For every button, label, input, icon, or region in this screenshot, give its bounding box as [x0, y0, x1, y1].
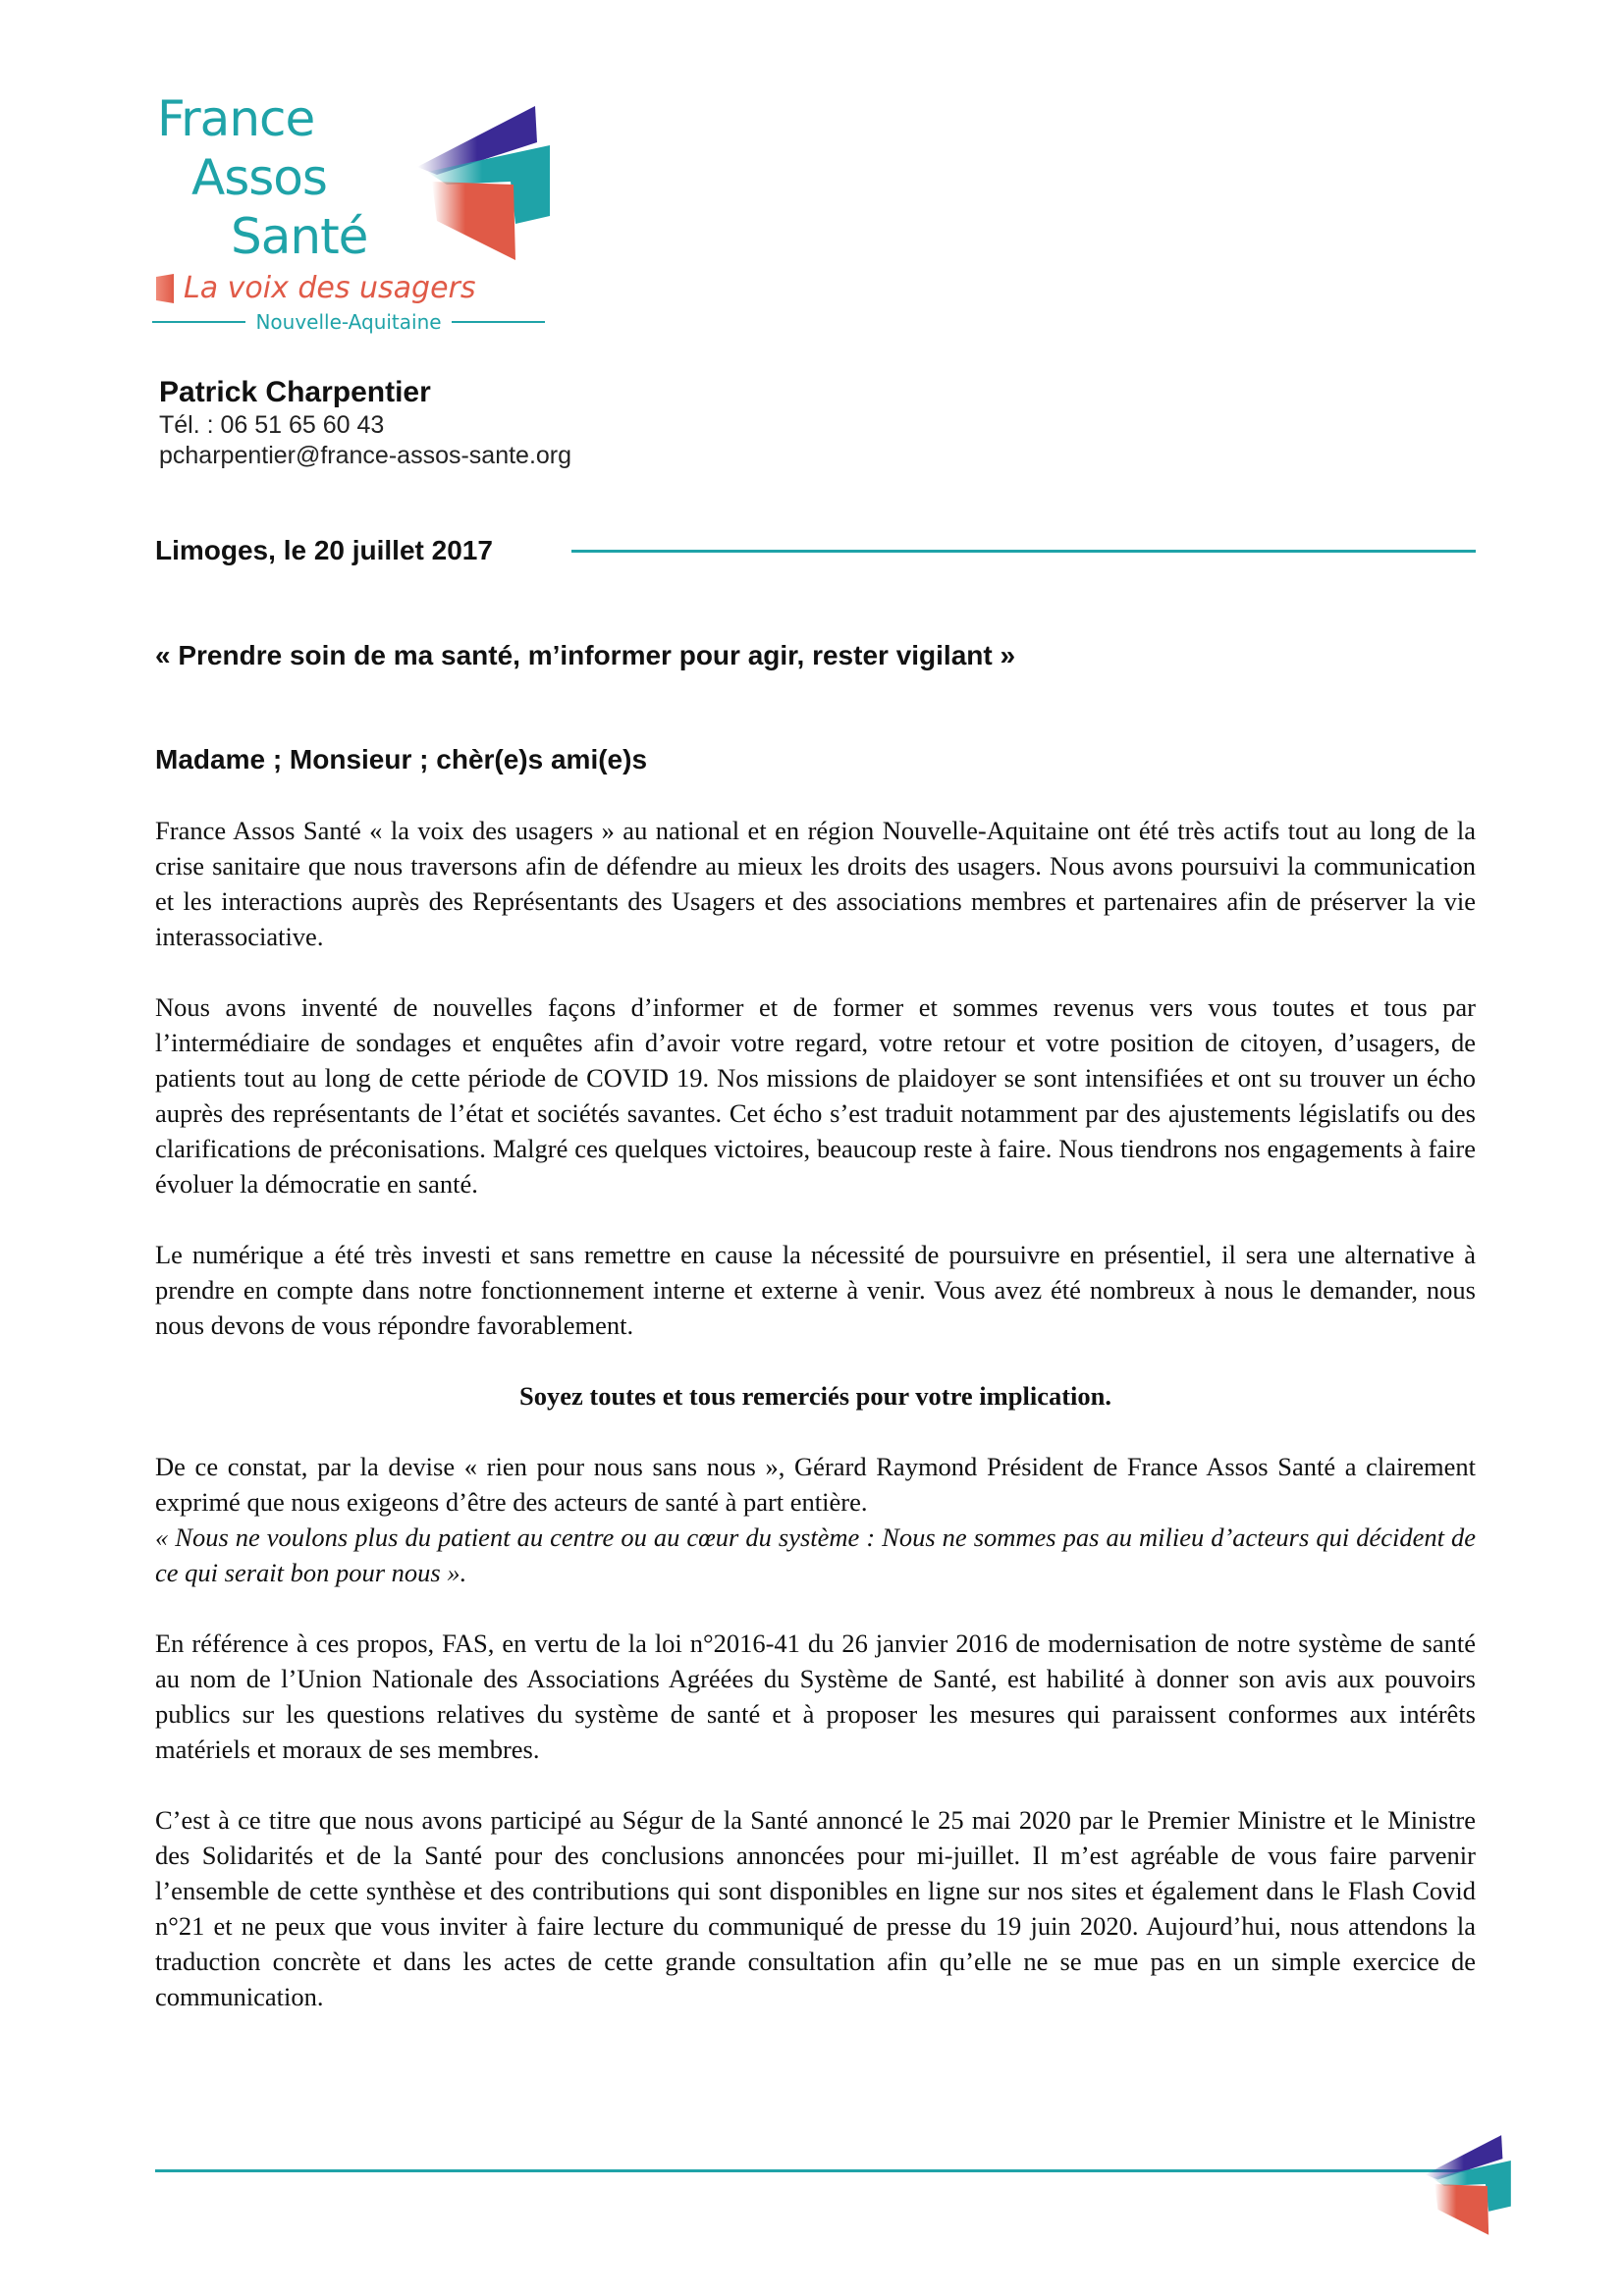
logo-line-assos: Assos	[191, 149, 327, 206]
paragraph-2: Nous avons inventé de nouvelles façons d’informer et de former et sommes revenus vers vous toutes et tous par l’intermédiaire de sondages et enquêtes afin d’avoir votre regard, votre retour et votre position de citoyen, d’usagers, de patients tout au long de cette période de COVID 19. Nos missions de plaidoyer se sont intensifiées et ont su trouver un écho auprès des représentants de l’état et sociétés savantes. Cet écho s’est traduit notamment par des ajustements législatifs ou des clarifications de préconisations. Malgré ces quelques victoires, beaucoup reste à faire. Nous tiendrons nos engagements à faire évoluer la démocratie en santé.	[155, 992, 1476, 1199]
sender-phone: Tél. : 06 51 65 60 43	[159, 411, 385, 439]
logo-tag-mark-icon	[156, 274, 174, 303]
logo-ribbons-icon	[417, 98, 565, 265]
logo-line-france: France	[157, 90, 315, 147]
date-row	[155, 535, 1476, 566]
logo-tagline: La voix des usagers	[184, 271, 476, 305]
paragraph-3: Le numérique a été très investi et sans remettre en cause la nécessité de poursuivre en présentiel, il sera une alternative à prendre en compte dans notre fonctionnement interne et externe à venir. Vous avez été nombreux à nous le demander, nous nous devons de vous répondre favorablement.	[155, 1240, 1476, 1340]
paragraph-4: De ce constat, par la devise « rien pour nous sans nous », Gérard Raymond Président de France Assos Santé a clairement exprimé que nous exigeons d’être des acteurs de santé à part entière.	[155, 1452, 1476, 1517]
letter-subject: « Prendre soin de ma santé, m’informer pour agir, rester vigilant »	[155, 640, 1016, 670]
footer-divider	[155, 2169, 1500, 2172]
date-line: Limoges, le 20 juillet 2017	[155, 535, 493, 565]
thanks-line: Soyez toutes et tous remerciés pour votre implication.	[518, 1381, 1112, 1411]
footer-logo-ribbons-icon	[1414, 2130, 1532, 2238]
sender-name: Patrick Charpentier	[159, 376, 431, 408]
france-assos-sante-logo	[152, 88, 565, 344]
logo-region-label: Nouvelle-Aquitaine	[255, 310, 442, 334]
sender-email: pcharpentier@france-assos-sante.org	[159, 442, 572, 469]
letter-body	[155, 813, 1476, 2050]
logo-region-rule-left	[152, 321, 245, 323]
sender-block	[159, 375, 571, 471]
date-divider	[571, 550, 1476, 553]
letter-salutation: Madame ; Monsieur ; chèr(e)s ami(e)s	[155, 744, 648, 774]
paragraph-1: France Assos Santé « la voix des usagers » au national et en région Nouvelle-Aquitaine ont été très actifs tout au long de la crise sanitaire que nous traversons afin de défendre au mieux les droits des usagers. Nous avons poursuivi la communication et les interactions auprès des Représentants des Usagers et des associations membres et partenaires afin de préserver la vie interassociative.	[155, 816, 1476, 951]
logo-line-sante: Santé	[231, 208, 368, 265]
paragraph-5: En référence à ces propos, FAS, en vertu de la loi n°2016-41 du 26 janvier 2016 de modernisation de notre système de santé au nom de l’Union Nationale des Associations Agréées du Système de Santé, est habilité à donner son avis aux pouvoirs publics sur les questions relatives du système de santé et à proposer les mesures qui paraissent conformes aux intérêts matériels et moraux de ses membres.	[155, 1629, 1476, 1764]
president-quote: « Nous ne voulons plus du patient au centre ou au cœur du système : Nous ne sommes pas au milieu d’acteurs qui décident de ce qui serait bon pour nous ».	[155, 1522, 1476, 1587]
logo-region-rule-right	[452, 321, 545, 323]
paragraph-6: C’est à ce titre que nous avons participé au Ségur de la Santé annoncé le 25 mai 2020 par le Premier Ministre et le Ministre des Solidarités et de la Santé pour des conclusions annoncées pour mi-juillet. Il m’est agréable de vous faire parvenir l’ensemble de cette synthèse et des contributions qui sont disponibles en ligne sur nos sites et également dans le Flash Covid n°21 et ne peux que vous inviter à faire lecture du communiqué de presse du 19 juin 2020. Aujourd’hui, nous attendons la traduction concrète et dans les actes de cette grande consultation afin qu’elle ne se mue pas en un simple exercice de communication.	[155, 1805, 1476, 2011]
logo-region	[152, 310, 545, 334]
